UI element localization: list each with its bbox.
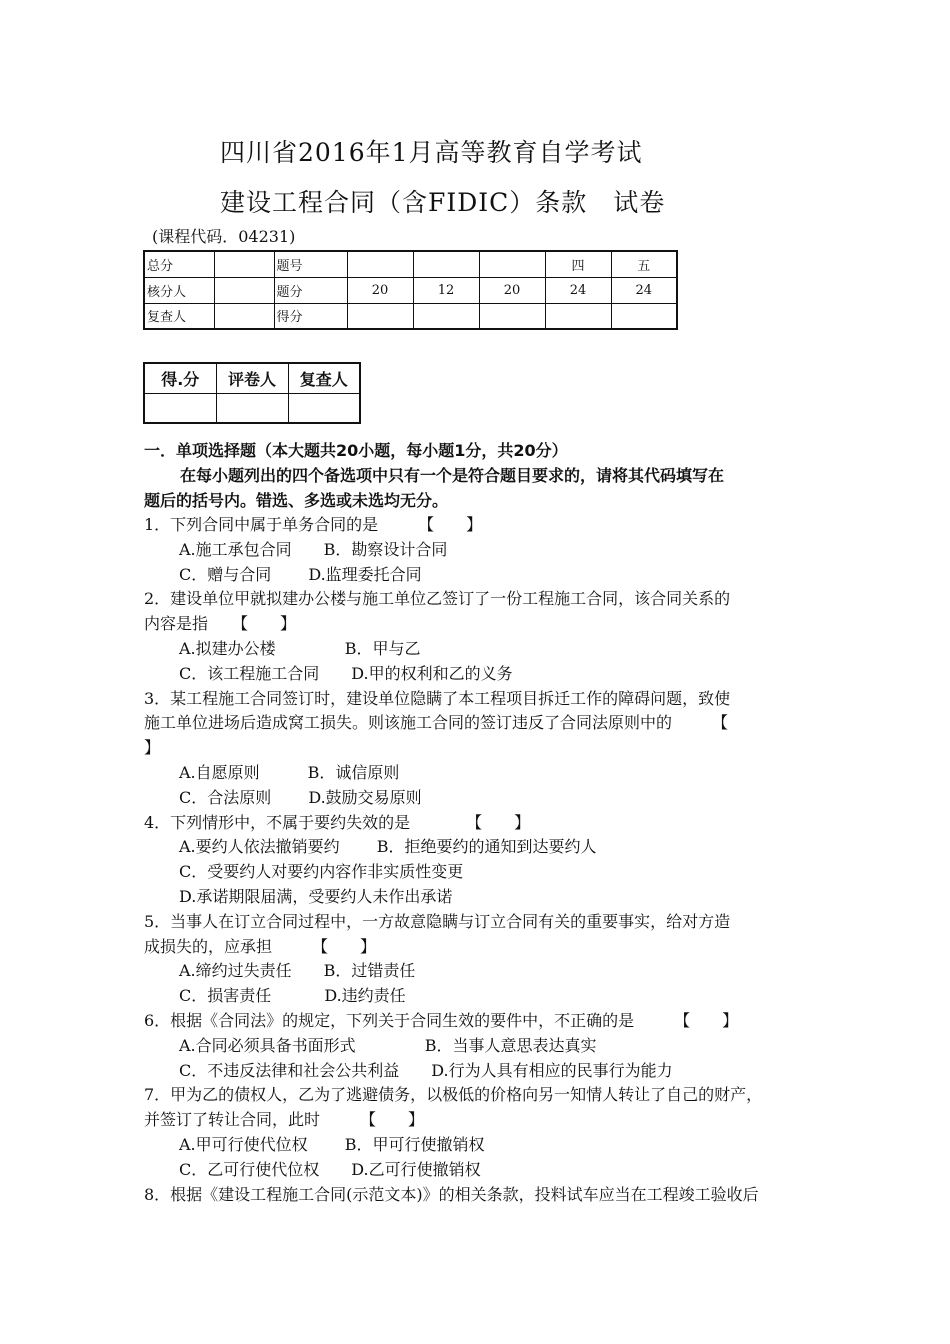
cell-question-no-label: 题号 [274, 251, 347, 277]
score-row-points [144, 277, 677, 303]
grader-reviewer-cell [288, 393, 360, 423]
cell-q1 [347, 251, 413, 277]
question-stem-line: 并签订了转让合同，此时 【 】 [144, 1110, 425, 1130]
question-stem-line: 成损失的，应承担 【 】 [144, 936, 377, 956]
grader-value-row [144, 393, 360, 423]
section-heading: 一．单项选择题（本大题共20小题，每小题1分，共20分） [144, 441, 568, 460]
question-option-line: A.缔约过失责任 B．过错责任 [179, 961, 416, 981]
cell-reviewer-value [214, 303, 274, 329]
cell-points-q1: 20 [347, 277, 413, 303]
cell-points-q4: 24 [545, 277, 611, 303]
cell-score-q5 [611, 303, 677, 329]
question-option-line: C．赠与合同 D.监理委托合同 [179, 564, 422, 584]
cell-reviewer-label: 复查人 [144, 303, 214, 329]
cell-score-label: 得分 [274, 303, 347, 329]
question-stem-line: 】 [144, 738, 161, 758]
question-stem-line: 2．建设单位甲就拟建办公楼与施工单位乙签订了一份工程施工合同，该合同关系的 [144, 589, 731, 609]
question-option-line: A.要约人依法撤销要约 B．拒绝要约的通知到达要约人 [179, 837, 597, 857]
question-stem-line: 8．根据《建设工程施工合同(示范文本)》的相关条款，投料试车应当在工程竣工验收后 [144, 1184, 759, 1204]
cell-score-q3 [479, 303, 545, 329]
grader-table [143, 362, 361, 424]
grader-marker-header: 评卷人 [216, 363, 288, 393]
question-option-line: C．该工程施工合同 D.甲的权利和乙的义务 [179, 663, 513, 683]
cell-q5: 五 [611, 251, 677, 277]
cell-points-q2: 12 [413, 277, 479, 303]
cell-total-label: 总分 [144, 251, 214, 277]
cell-score-q2 [413, 303, 479, 329]
cell-q4: 四 [545, 251, 611, 277]
cell-checker-value [214, 277, 274, 303]
question-stem-line: 1．下列合同中属于单务合同的是 【 】 [144, 515, 483, 534]
exam-subtitle: 建设工程合同（含FIDIC）条款 试卷 [220, 188, 666, 217]
exam-title: 四川省2016年1月高等教育自学考试 [220, 138, 643, 167]
question-option-line: C．受要约人对要约内容作非实质性变更 [179, 862, 464, 882]
section-instruction-line2: 题后的括号内。错选、多选或未选均无分。 [144, 491, 449, 510]
score-summary-table [143, 250, 678, 330]
question-stem-line: 7．甲为乙的债权人，乙为了逃避债务，以极低的价格向另一知情人转让了自己的财产， [144, 1085, 763, 1105]
question-option-line: A.施工承包合同 B．勘察设计合同 [179, 539, 448, 559]
course-code: (课程代码．04231) [152, 227, 296, 246]
cell-points-q3: 20 [479, 277, 545, 303]
grader-header-row [144, 363, 360, 393]
cell-total-value [214, 251, 274, 277]
cell-score-q4 [545, 303, 611, 329]
question-option-line: C．乙可行使代位权 D.乙可行使撤销权 [179, 1159, 481, 1179]
question-stem-line: 内容是指 【 】 [144, 614, 297, 634]
grader-score-cell [144, 393, 216, 423]
grader-score-header: 得.分 [144, 363, 216, 393]
grader-marker-cell [216, 393, 288, 423]
question-option-line: A.合同必须具备书面形式 B．当事人意思表达真实 [179, 1035, 597, 1055]
question-option-line: A.自愿原则 B．诚信原则 [179, 763, 400, 782]
section-instruction-line1: 在每小题列出的四个备选项中只有一个是符合题目要求的，请将其代码填写在 [180, 466, 725, 485]
question-option-line: A.甲可行使代位权 B．甲可行使撤销权 [179, 1135, 485, 1154]
score-row-scores [144, 303, 677, 329]
cell-checker-label: 核分人 [144, 277, 214, 303]
cell-points-label: 题分 [274, 277, 347, 303]
cell-points-q5: 24 [611, 277, 677, 303]
cell-q2 [413, 251, 479, 277]
question-stem-line: 4．下列情形中，不属于要约失效的是 【 】 [144, 812, 531, 832]
question-option-line: D.承诺期限届满，受要约人未作出承诺 [179, 887, 453, 906]
question-option-line: C．合法原则 D.鼓励交易原则 [179, 787, 422, 807]
score-row-header [144, 251, 677, 277]
grader-reviewer-header: 复查人 [288, 363, 360, 393]
cell-q3 [479, 251, 545, 277]
question-option-line: A.拟建办公楼 B．甲与乙 [179, 639, 421, 658]
question-option-line: C．损害责任 D.违约责任 [179, 986, 406, 1006]
question-option-line: C．不违反法律和社会公共利益 D.行为人具有相应的民事行为能力 [179, 1060, 673, 1080]
question-stem-line: 5．当事人在订立合同过程中，一方故意隐瞒与订立合同有关的重要事实，给对方造 [144, 911, 731, 931]
question-stem-line: 施工单位进场后造成窝工损失。则该施工合同的签订违反了合同法原则中的 【 [144, 713, 729, 733]
question-stem-line: 3．某工程施工合同签订时，建设单位隐瞒了本工程项目拆迁工作的障碍问题，致使 [144, 688, 731, 708]
cell-score-q1 [347, 303, 413, 329]
question-stem-line: 6．根据《合同法》的规定，下列关于合同生效的要件中，不正确的是 【 】 [144, 1011, 739, 1030]
